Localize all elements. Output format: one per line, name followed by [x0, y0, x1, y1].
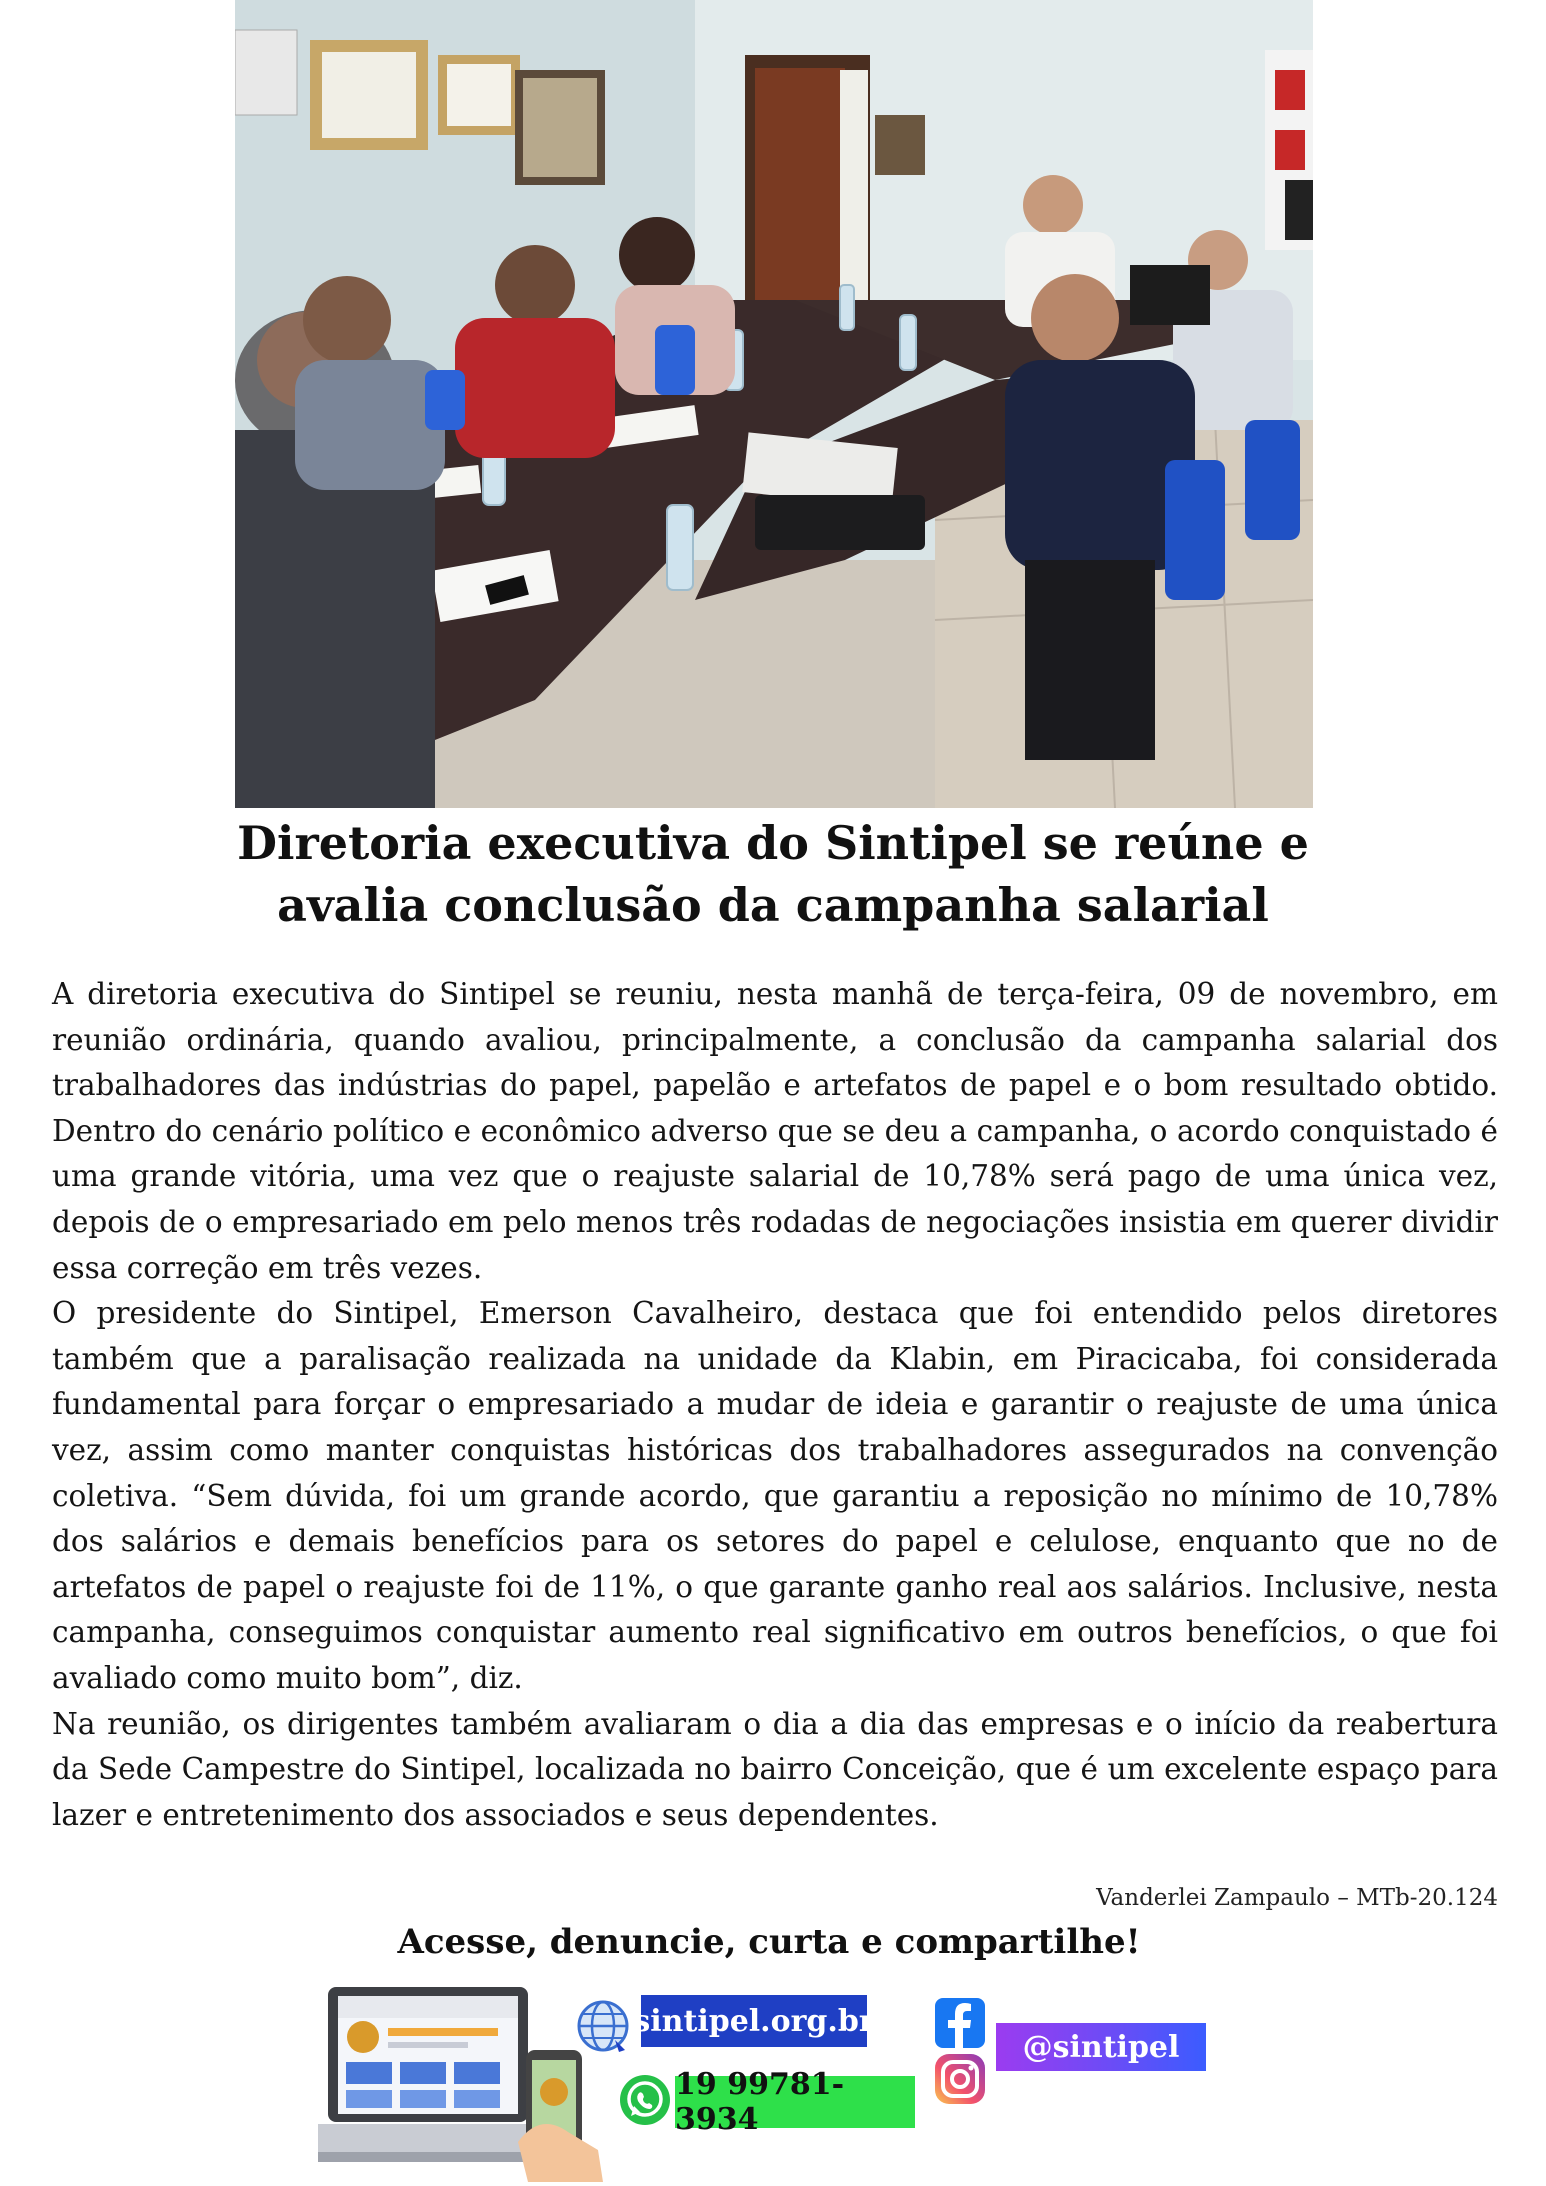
- author-byline: Vanderlei Zampaulo – MTb-20.124: [1096, 1885, 1498, 1911]
- globe-icon: [575, 1998, 631, 2054]
- call-to-action-text: Acesse, denuncie, curta e compartilhe!: [397, 1922, 1141, 1962]
- article-headline: [120, 812, 1426, 936]
- paragraph-3: Na reunião, os dirigentes também avaliaram o dia a dia das empresas e o início da reabertura da Sede Campestre do Sintipel, localizada no bairro Conceição, que é um excelente espaço para lazer e entretenimento dos associados e seus dependentes.: [52, 1706, 1498, 1832]
- instagram-icon[interactable]: [933, 2052, 987, 2106]
- paragraph-1: A diretoria executiva do Sintipel se reuniu, nesta manhã de terça-feira, 09 de novembro, em reunião ordinária, quando avaliou, principalmente, a conclusão da campanha salarial dos trabalhadores das indústrias do papel, papelão e artefatos de papel e o bom resultado obtido. Dentro do cenário político e econômico adverso que se deu a campanha, o acordo conquistado é uma grande vitória, uma vez que o reajuste salarial de 10,78% será pago de uma única vez, depois de o empresariado em pelo menos três rodadas de negociações insistia em querer dividir essa correção em três vezes.: [52, 977, 1498, 1285]
- headline-line-2: avalia conclusão da campanha salarial: [277, 878, 1269, 932]
- article-body: [52, 972, 1498, 1838]
- meeting-photo-illustration: [235, 0, 1313, 808]
- website-link[interactable]: sintipel.org.br: [641, 1995, 867, 2047]
- whatsapp-icon: [617, 2072, 673, 2128]
- call-to-action: [0, 1922, 1546, 1962]
- paragraph-2: O presidente do Sintipel, Emerson Cavalheiro, destaca que foi entendido pelos diretores também que a paralisação realizada na unidade da Klabin, em Piracicaba, foi considerada fundamental para forçar o empresariado a mudar de ideia e garantir o reajuste de uma única vez, assim como manter conquistas históricas dos trabalhadores assegurados na convenção coletiva. “Sem dúvida, foi um grande acordo, que garantiu a reposição no mínimo de 10,78% dos salários e demais benefícios para os setores do papel e celulose, enquanto que no de artefatos de papel o reajuste foi de 11%, o que garante ganho real aos salários. Inclusive, nesta campanha, conseguimos conquistar aumento real significativo em outros benefícios, o que foi avaliado como muito bom”, diz.: [52, 1296, 1498, 1695]
- meeting-photo: [235, 0, 1313, 808]
- social-handle[interactable]: @sintipel: [996, 2023, 1206, 2071]
- laptop-phone-icon: [318, 1982, 608, 2182]
- facebook-icon[interactable]: [935, 1998, 985, 2048]
- headline-line-1: Diretoria executiva do Sintipel se reúne e: [237, 816, 1309, 870]
- whatsapp-number[interactable]: 19 99781-3934: [675, 2076, 915, 2128]
